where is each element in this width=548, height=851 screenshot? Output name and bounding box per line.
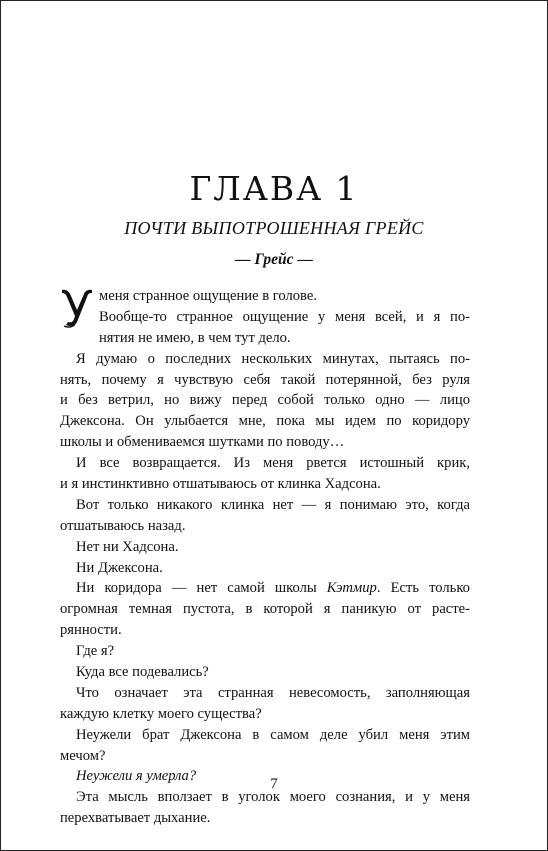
chapter-subtitle: ПОЧТИ ВЫПОТРОШЕННАЯ ГРЕЙС (124, 218, 424, 238)
text-line: И все возвращается. Из меня рвется истошный крик, (76, 455, 470, 472)
text-fragment: . Есть только (376, 580, 470, 597)
text-line: меня странное ощущение в голове. (99, 288, 317, 304)
text-line: и я инстинктивно отшатываюсь от клинка Хадсона. (60, 476, 381, 493)
text-line: Вообще-то странное ощущение у меня всей, и я по- (99, 308, 470, 325)
pov-heading: — Грейс — (235, 251, 313, 268)
text-line: огромная темная пустота, в которой я паникую от расте- (60, 601, 470, 618)
text-fragment: Ни коридора — нет самой школы (76, 580, 327, 597)
text-line: Куда все подевались? (76, 664, 209, 681)
chapter-title: ГЛАВА 1 (189, 169, 359, 208)
text-line: Неужели я умерла? (76, 768, 197, 785)
page-number: 7 (270, 776, 278, 792)
text-line: Джексона. Он улыбается мне, пока мы идем по коридору (60, 413, 470, 430)
text-line: нятия не имею, в чем тут дело. (99, 329, 291, 346)
text-line: школы и обмениваемся шутками по поводу… (60, 434, 345, 451)
text-line: отшатываюсь назад. (60, 517, 186, 534)
text-line: Что означает эта странная невесомость, заполняющая (76, 684, 470, 701)
text-line: Вот только никакого клинка нет — я понимаю это, когда (76, 496, 470, 513)
text-line: Я думаю о последних нескольких минутах, пытаясь по- (76, 350, 470, 367)
text-line: Ни Джексона. (76, 559, 163, 576)
text-line: Нет ни Хадсона. (76, 538, 179, 555)
text-line: Эта мысль вползает в уголок моего сознания, и у меня (76, 789, 470, 806)
text-line: каждую клетку моего существа? (60, 705, 262, 722)
school-name: Кэтмир (326, 580, 377, 597)
text-line: рянности. (60, 622, 122, 639)
text-line: Неужели брат Джексона в самом деле убил меня этим (76, 726, 470, 743)
text-line: Где я? (76, 643, 115, 660)
text-line (60, 578, 470, 599)
text-line: мечом? (60, 747, 106, 764)
body-text (60, 286, 470, 829)
text-line: нять, почему я чувствую себя такой потерянной, без руля (60, 371, 470, 388)
text-line: и без ветрил, но вижу перед собой только одно — лицо (60, 392, 470, 409)
text-line: перехватывает дыхание. (60, 810, 211, 827)
